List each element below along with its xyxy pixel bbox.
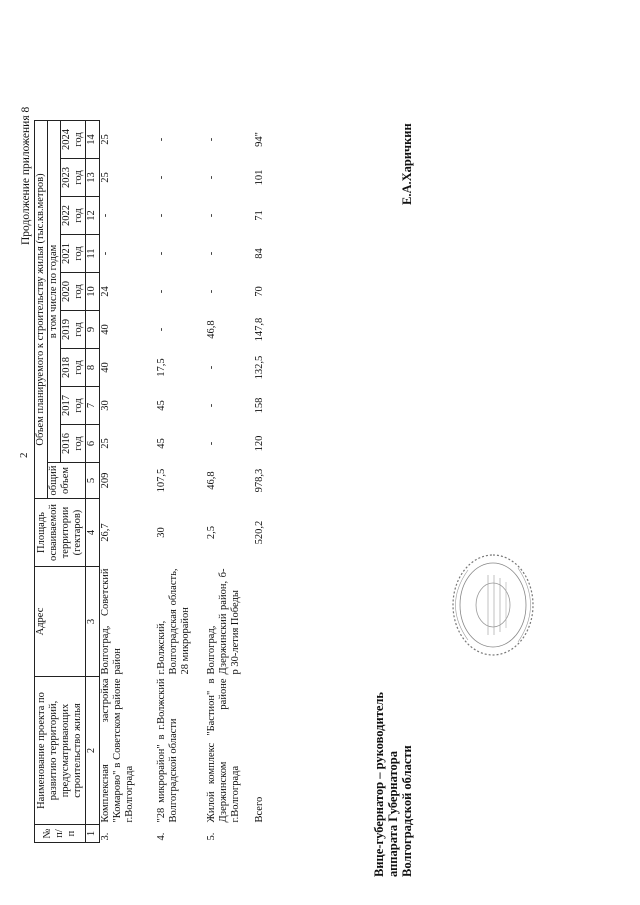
header-year: 2021 год <box>61 235 86 273</box>
header-year: 2022 год <box>61 197 86 235</box>
year-value: - <box>205 365 217 370</box>
column-number: 13 <box>86 159 100 197</box>
row-number <box>254 825 274 843</box>
column-number: 6 <box>86 425 100 463</box>
year-value: - <box>205 403 217 408</box>
year-total: 147,8 <box>253 317 265 342</box>
total-label: Всего <box>253 796 265 823</box>
signature-title-line3: Волгоградской области <box>400 745 414 877</box>
year-value: - <box>100 251 111 256</box>
year-value: 17,5 <box>155 358 167 377</box>
column-number: 4 <box>86 499 100 567</box>
year-total: 120 <box>253 435 265 452</box>
table-row <box>156 121 206 843</box>
project-area: 2,5 <box>205 525 217 540</box>
official-seal <box>448 550 538 660</box>
year-value: - <box>205 213 217 218</box>
year-value: - <box>205 441 217 446</box>
signature-title-line1: Вице-губернатор – руководитель <box>372 691 386 877</box>
project-name: "28 микрорайон" в г.Волжский Волгоградской области <box>155 678 179 823</box>
year-total: 94" <box>253 132 265 147</box>
column-number: 2 <box>86 677 100 825</box>
column-number: 14 <box>86 121 100 159</box>
project-total: 209 <box>100 472 111 489</box>
header-year: 2016 год <box>61 425 86 463</box>
row-number: 4. <box>155 832 167 841</box>
page-number: 2 <box>18 452 30 458</box>
row-number: 3. <box>100 832 111 841</box>
year-value: - <box>155 327 167 332</box>
header-year: 2019 год <box>61 311 86 349</box>
header-year: 2020 год <box>61 273 86 311</box>
project-name: Комплексная застройка "Комарово" в Советском районе г.Волгограда <box>100 678 135 823</box>
continuation-label: Продолжение приложения 8 <box>20 106 32 245</box>
row-number: 5. <box>205 832 217 841</box>
project-address: Волгоград, Дзержинский район, б-р 30-летия Победы <box>205 568 241 675</box>
year-value: 45 <box>155 438 167 449</box>
year-total: 84 <box>253 248 265 259</box>
project-name: Жилой комплекс "Бастион" в Дзержинском районе г.Волгограда <box>205 678 241 823</box>
year-value: 45 <box>155 400 167 411</box>
header-year: 2017 год <box>61 387 86 425</box>
year-total: 132,5 <box>253 355 265 380</box>
year-total: 158 <box>253 397 265 414</box>
year-value: - <box>155 251 167 256</box>
year-value: 40 <box>100 362 111 373</box>
year-value: 25 <box>100 172 111 183</box>
column-number: 8 <box>86 349 100 387</box>
header-total-volume: общий объем <box>48 463 86 499</box>
header-address: Адрес <box>35 567 86 677</box>
project-total: 46,8 <box>205 471 217 490</box>
project-area: 30 <box>155 527 167 538</box>
signature-title-line2: аппарата Губернатора <box>386 751 400 877</box>
header-year: 2023 год <box>61 159 86 197</box>
total-volume: 978,3 <box>253 468 265 493</box>
column-number: 10 <box>86 273 100 311</box>
table-row <box>206 121 254 843</box>
year-value: - <box>155 289 167 294</box>
column-number: 9 <box>86 311 100 349</box>
year-value: - <box>155 137 167 142</box>
year-value: 46,8 <box>205 320 217 339</box>
header-volume-group: Объем планируемого к строительству жилья (тыс.кв.метров) <box>35 121 48 499</box>
project-total: 107,5 <box>155 468 167 493</box>
project-address <box>254 567 274 677</box>
column-number: 7 <box>86 387 100 425</box>
header-year: 2018 год <box>61 349 86 387</box>
header-by-years: в том числе по годам <box>48 121 61 463</box>
year-value: - <box>205 289 217 294</box>
year-value: - <box>155 213 167 218</box>
column-number: 3 <box>86 567 100 677</box>
header-project-name: Наименование проекта по развитию территорий, предусматривающих строительство жилья <box>35 677 86 825</box>
project-address: г.Волжский, Волгоградская область, 28 микрорайон <box>155 568 191 675</box>
signature-name: Е.А.Харичкин <box>400 123 414 205</box>
header-year: 2024 год <box>61 121 86 159</box>
year-total: 70 <box>253 286 265 297</box>
column-number: 11 <box>86 235 100 273</box>
year-total: 71 <box>253 210 265 221</box>
year-value: - <box>205 137 217 142</box>
year-value: - <box>205 175 217 180</box>
year-value: 30 <box>100 400 111 411</box>
year-total: 101 <box>253 169 265 186</box>
project-area: 26,7 <box>100 523 111 542</box>
year-value: - <box>100 213 111 218</box>
year-value: - <box>155 175 167 180</box>
header-number: № п/п <box>35 825 86 843</box>
total-area: 520,2 <box>253 520 265 545</box>
year-value: 24 <box>100 286 111 297</box>
project-address: Волгоград, Советский район <box>100 568 123 675</box>
column-number: 1 <box>86 825 100 843</box>
column-number: 5 <box>86 463 100 499</box>
header-area: Площадь осваиваемой территории (гектаров) <box>35 499 86 567</box>
year-value: 25 <box>100 134 111 145</box>
table-row-total <box>254 121 274 843</box>
column-number: 12 <box>86 197 100 235</box>
seal-graphic <box>448 550 538 660</box>
year-value: - <box>205 251 217 256</box>
year-value: 25 <box>100 438 111 449</box>
year-value: 40 <box>100 324 111 335</box>
table-row <box>100 121 156 843</box>
housing-projects-table <box>34 120 274 843</box>
